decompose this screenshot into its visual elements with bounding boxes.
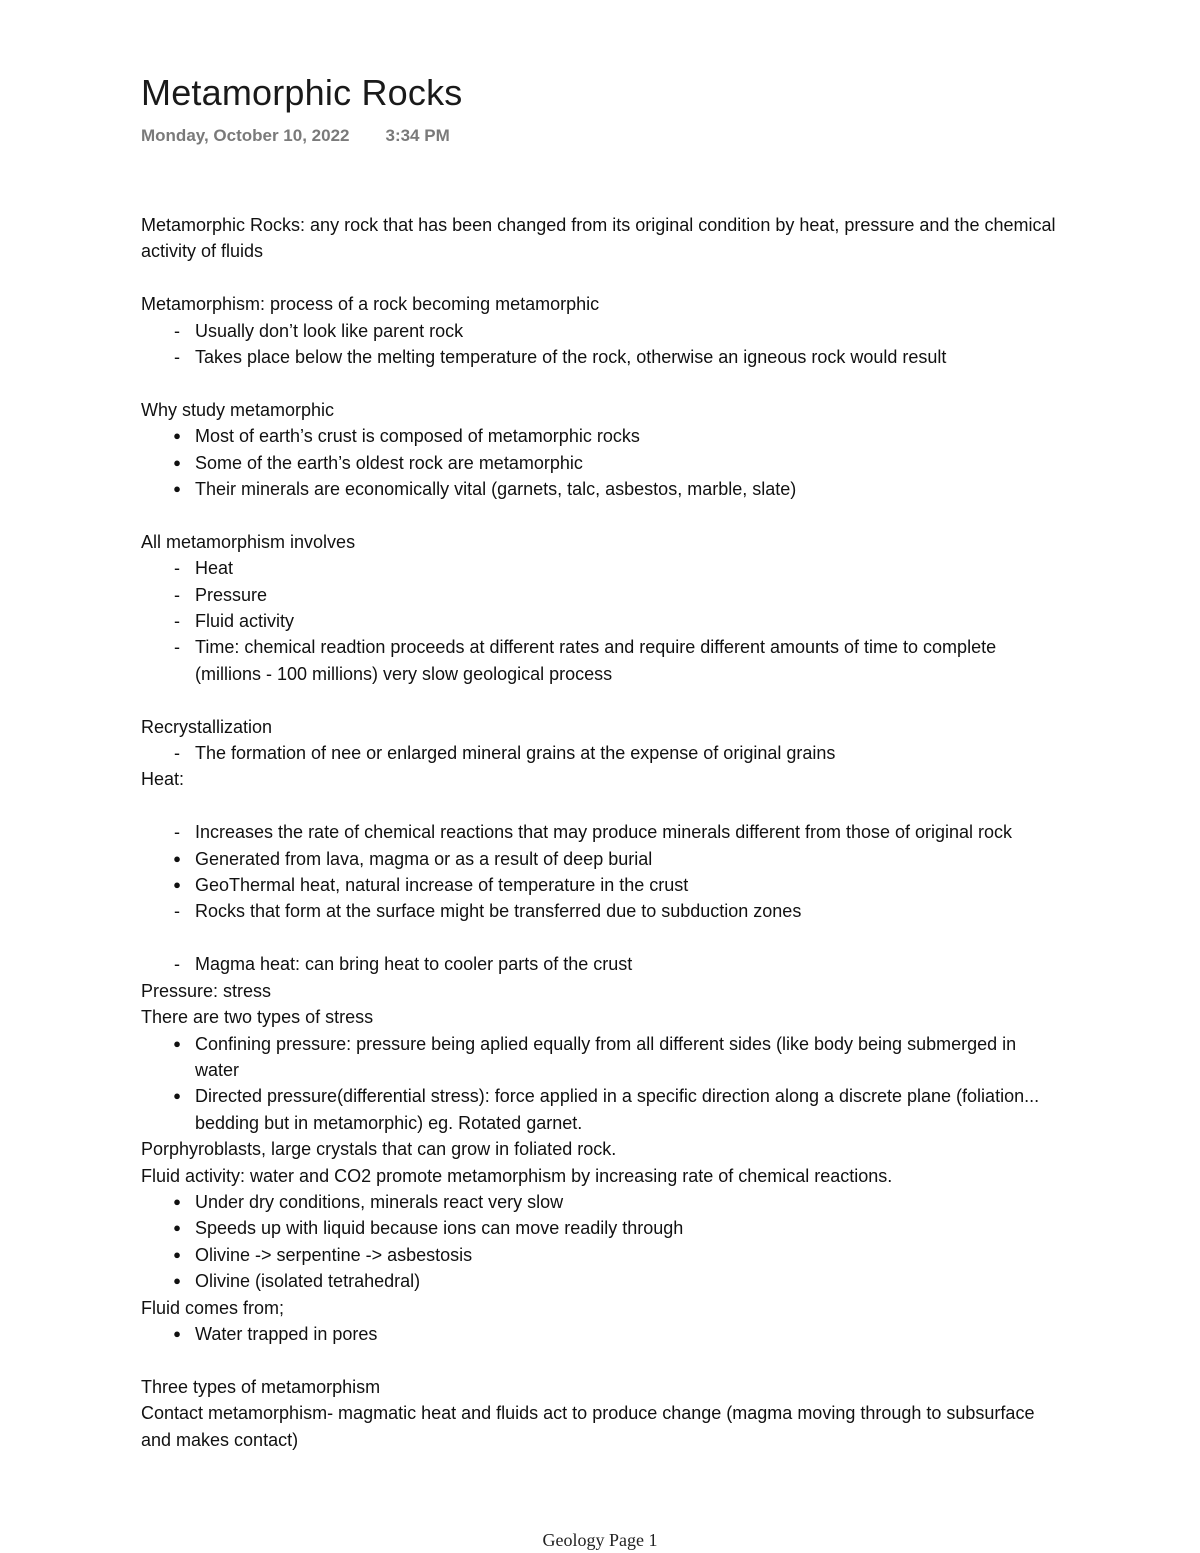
bullet-list-item (141, 1268, 1061, 1294)
dash-list-item (141, 318, 1061, 344)
list-item-text: Their minerals are economically vital (garnets, talc, asbestos, marble, slate) (195, 479, 797, 500)
list-item-text: Directed pressure(differential stress): force applied in a specific direction along a discrete plane (foliation... bedding but in metamorphic) eg. Rotated garnet. (195, 1086, 1040, 1133)
paragraph: Contact metamorphism- magmatic heat and fluids act to produce change (magma moving through to subsurface and makes contact) (141, 1403, 1035, 1450)
paragraph: Heat: (141, 769, 185, 790)
paragraph: There are two types of stress (141, 1007, 374, 1028)
paragraph: All metamorphism involves (141, 531, 356, 552)
paragraph: Why study metamorphic (141, 399, 335, 420)
list-item-text: Confining pressure: pressure being aplied equally from all different sides (like body being submerged in water (195, 1033, 1017, 1080)
dash-list-item (141, 344, 1061, 370)
bullet-list-item (141, 1031, 1061, 1084)
bullet-list-item (141, 1083, 1061, 1136)
dash-list-item (141, 634, 1061, 687)
page-date: Monday, October 10, 2022 (141, 126, 350, 145)
dash-icon: - (174, 954, 180, 975)
list-item-text: The formation of nee or enlarged mineral grains at the expense of original grains (195, 743, 836, 764)
bullet-list-item (141, 476, 1061, 502)
dash-list-item (141, 555, 1061, 581)
paragraph: Fluid comes from; (141, 1297, 285, 1318)
bullet-list-item (141, 1215, 1061, 1241)
dash-icon: - (174, 320, 180, 341)
list-item-text: Some of the earth’s oldest rock are metamorphic (195, 452, 583, 473)
dash-icon: - (174, 637, 180, 658)
blank-line (141, 370, 1061, 396)
dash-list-item (141, 740, 1061, 766)
blank-line (141, 925, 1061, 951)
list-item-text: Olivine -> serpentine -> asbestosis (195, 1244, 473, 1265)
dash-list-item (141, 898, 1061, 924)
paragraph: Recrystallization (141, 716, 273, 737)
list-item-text: Under dry conditions, minerals react very slow (195, 1191, 564, 1212)
list-item-text: Most of earth’s crust is composed of metamorphic rocks (195, 426, 640, 447)
note-body (141, 212, 1061, 1453)
bullet-icon: ● (173, 850, 181, 866)
list-item-text: Speeds up with liquid because ions can move readily through (195, 1218, 684, 1239)
dash-list-item (141, 951, 1061, 977)
list-item-text: Takes place below the melting temperature of the rock, otherwise an igneous rock would result (195, 347, 947, 368)
blank-line (141, 687, 1061, 713)
bullet-icon: ● (173, 877, 181, 893)
list-item-text: Pressure (195, 584, 268, 605)
blank-line (141, 793, 1061, 819)
dash-icon: - (174, 611, 180, 632)
bullet-icon: ● (173, 1220, 181, 1236)
list-item-text: Water trapped in pores (195, 1323, 378, 1344)
page-footer: Geology Page 1 (542, 1530, 658, 1550)
paragraph: Metamorphism: process of a rock becoming metamorphic (141, 294, 600, 315)
bullet-icon: ● (173, 1193, 181, 1209)
bullet-list-item (141, 423, 1061, 449)
bullet-list-item (141, 1321, 1061, 1347)
bullet-icon: ● (173, 481, 181, 497)
dash-icon: - (174, 822, 180, 843)
bullet-icon: ● (173, 1246, 181, 1262)
page-timestamp (141, 126, 450, 146)
dash-list-item (141, 582, 1061, 608)
dash-icon: - (174, 584, 180, 605)
bullet-list-item (141, 1242, 1061, 1268)
bullet-icon: ● (173, 454, 181, 470)
blank-line (141, 502, 1061, 528)
list-item-text: Fluid activity (195, 611, 295, 632)
paragraph: Fluid activity: water and CO2 promote metamorphism by increasing rate of chemical reactions. (141, 1165, 893, 1186)
list-item-text: Time: chemical readtion proceeds at different rates and require different amounts of time to complete (millions - 100 millions) very slow geological process (195, 637, 997, 684)
paragraph: Three types of metamorphism (141, 1376, 381, 1397)
list-item-text: Generated from lava, magma or as a result of deep burial (195, 848, 653, 869)
bullet-list-item (141, 1189, 1061, 1215)
bullet-icon: ● (173, 1088, 181, 1104)
blank-line (141, 265, 1061, 291)
dash-icon: - (174, 558, 180, 579)
bullet-list-item (141, 872, 1061, 898)
bullet-list-item (141, 450, 1061, 476)
paragraph: Pressure: stress (141, 980, 272, 1001)
list-item-text: Usually don’t look like parent rock (195, 320, 464, 341)
bullet-icon: ● (173, 1035, 181, 1051)
list-item-text: Magma heat: can bring heat to cooler parts of the crust (195, 954, 633, 975)
bullet-icon: ● (173, 1273, 181, 1289)
paragraph: Metamorphic Rocks: any rock that has been changed from its original condition by heat, pressure and the chemical activity of fluids (141, 215, 1056, 262)
bullet-icon: ● (173, 428, 181, 444)
paragraph: Porphyroblasts, large crystals that can grow in foliated rock. (141, 1139, 617, 1160)
list-item-text: Olivine (isolated tetrahedral) (195, 1271, 421, 1292)
page-time: 3:34 PM (385, 126, 450, 145)
dash-list-item (141, 819, 1061, 845)
list-item-text: Heat (195, 558, 234, 579)
dash-icon: - (174, 347, 180, 368)
page-title: Metamorphic Rocks (141, 72, 463, 113)
dash-icon: - (174, 743, 180, 764)
list-item-text: Increases the rate of chemical reactions that may produce minerals different from those of original rock (195, 822, 1013, 843)
list-item-text: GeoThermal heat, natural increase of temperature in the crust (195, 875, 689, 896)
dash-list-item (141, 608, 1061, 634)
dash-icon: - (174, 901, 180, 922)
list-item-text: Rocks that form at the surface might be transferred due to subduction zones (195, 901, 802, 922)
bullet-list-item (141, 846, 1061, 872)
blank-line (141, 1347, 1061, 1373)
bullet-icon: ● (173, 1325, 181, 1341)
